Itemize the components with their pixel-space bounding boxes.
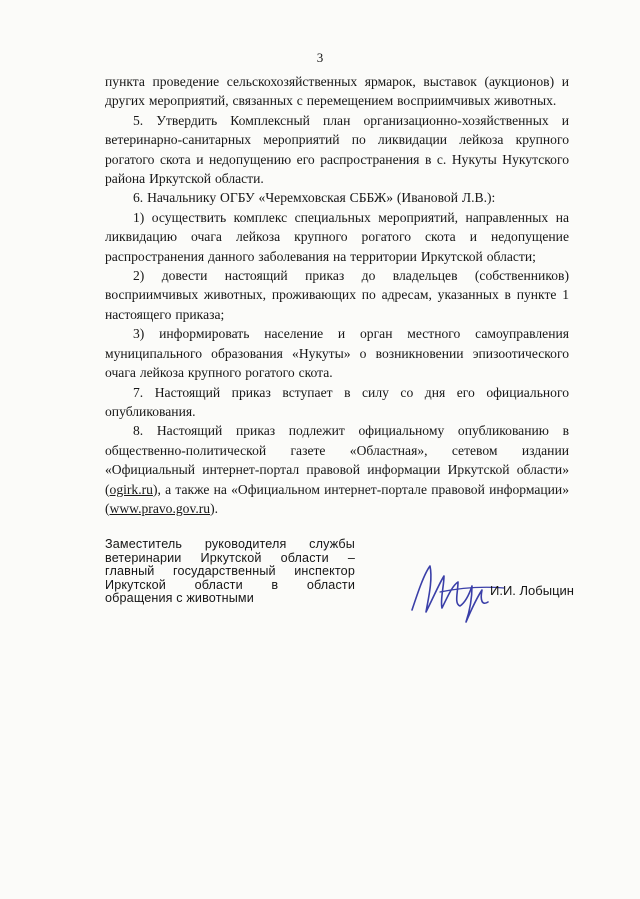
paragraph-item-7: 7. Настоящий приказ вступает в силу со дня его официального опубликования. <box>105 384 569 419</box>
page-number: 3 <box>316 50 324 65</box>
paragraph-8-text-end: ). <box>210 500 219 516</box>
pravo-link[interactable]: www.pravo.gov.ru <box>109 500 211 516</box>
paragraph-8-text-start: 8. Настоящий приказ подлежит официальному опубликованию в общественно-политической газете «Областная», сетевом издании «Официальный интернет-портал правовой информации Иркутской области» ( <box>105 423 569 497</box>
paragraph-continuation: пункта проведение сельскохозяйственных ярмарок, выставок (аукционов) и других мероприятий, связанных с перемещением восприимчивых животных. <box>105 74 569 109</box>
signature-stroke <box>412 566 488 622</box>
paragraph-item-6-2: 2) довести настоящий приказ до владельцев (собственников) восприимчивых животных, проживающих по адресам, указанных в пункте 1 настоящего приказа; <box>105 268 569 322</box>
document-body <box>105 72 569 518</box>
position-line-5: обращения с животными <box>105 591 254 606</box>
ogirk-link[interactable]: ogirk.ru <box>109 481 153 497</box>
position-line-3: главный государственный инспектор <box>105 564 355 579</box>
signatory-position <box>105 538 355 606</box>
paragraph-item-6-3: 3) информировать население и орган местного самоуправления муниципального образования «Нукуты» о возникновении эпизоотического очага лейкоза крупного рогатого скота. <box>105 326 569 381</box>
position-line-2: ветеринарии Иркутской области – <box>105 550 355 565</box>
paragraph-8-text-mid: ), а также на «Официальном интернет-портале правовой информации» ( <box>105 481 569 516</box>
signer-name: И.И. Лобыцин <box>490 583 574 598</box>
paragraph-item-8 <box>105 421 569 518</box>
position-line-4: Иркутской области в области <box>105 577 355 592</box>
position-line-1: Заместитель руководителя службы <box>105 537 355 551</box>
paragraph-item-6-1: 1) осуществить комплекс специальных мероприятий, направленных на ликвидацию очага лейкоза крупного рогатого скота и недопущение распространения данного заболевания на территории Иркутской области; <box>105 209 569 264</box>
paragraph-item-6: 6. Начальнику ОГБУ «Черемховская СББЖ» (Ивановой Л.В.): <box>133 190 496 206</box>
paragraph-item-5: 5. Утвердить Комплексный план организационно-хозяйственных и ветеринарно-санитарных мероприятий по ликвидации лейкоза крупного рогатого скота и недопущению его распространения в с. Нукуты Нукутского района Иркутской области. <box>105 112 569 187</box>
